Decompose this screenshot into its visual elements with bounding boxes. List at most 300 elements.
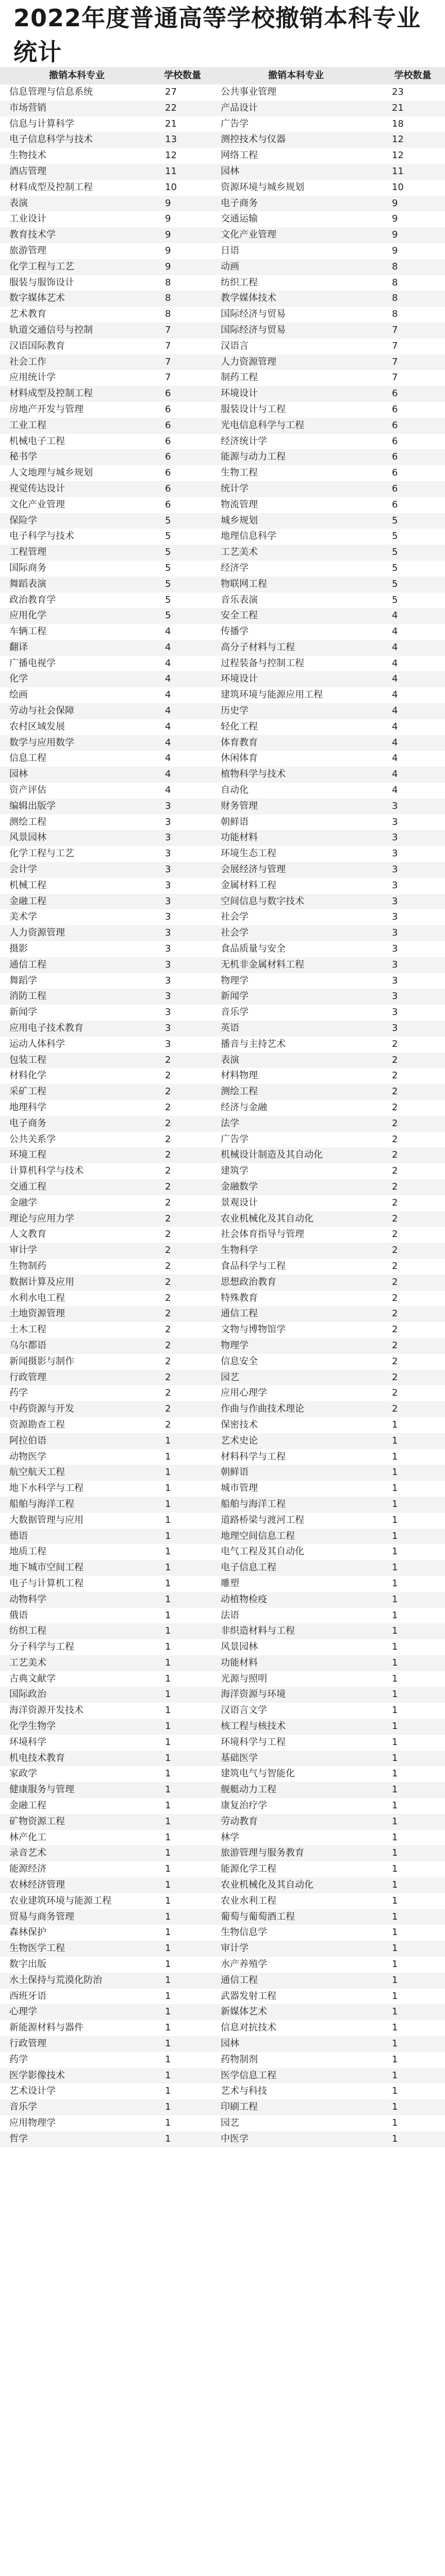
cell-count-left: 3 (165, 879, 171, 891)
cell-major-left: 新闻学 (9, 1007, 37, 1018)
table-row (0, 703, 445, 719)
cell-major-right: 特殊教育 (221, 1292, 258, 1303)
table-row (0, 1179, 445, 1195)
cell-major-left: 录音艺术 (0, 1845, 144, 1861)
cell-major-left: 农村区域发展 (9, 721, 65, 732)
cell-count-right: 1 (392, 1673, 398, 1684)
cell-major-right: 经济统计学 (221, 435, 267, 447)
table-row (0, 1576, 445, 1592)
cell-major-left: 药学 (9, 2054, 28, 2065)
cell-count-right: 6 (392, 435, 398, 447)
cell-major-right: 园艺 (221, 2117, 239, 2128)
cell-major-left: 艺术教育 (9, 309, 46, 320)
cell-count-right: 1 (392, 2054, 398, 2065)
cell-count-left: 7 (165, 372, 171, 383)
cell-count-right: 4 (392, 689, 398, 701)
cell-major-right: 植物科学与技术 (211, 767, 371, 783)
cell-count-right: 9 (392, 213, 398, 225)
table-row (0, 1433, 445, 1449)
table-row (0, 925, 445, 941)
cell-major-right: 园艺 (211, 1370, 371, 1386)
table-row (0, 513, 445, 529)
cell-major-right: 建筑学 (221, 1165, 249, 1177)
table-row (0, 1147, 445, 1163)
table-row (0, 243, 445, 259)
cell-count-right: 9 (371, 196, 445, 212)
cell-count-right: 4 (371, 671, 445, 687)
table-row (0, 1259, 445, 1275)
cell-count-left: 4 (165, 753, 171, 764)
cell-major-right: 日语 (221, 245, 239, 256)
cell-major-right: 海洋资源与环境 (211, 1687, 371, 1703)
cell-major-left: 公共关系学 (9, 1133, 56, 1145)
cell-count-right: 1 (371, 2036, 445, 2052)
cell-count-left: 11 (144, 164, 211, 180)
cell-major-right: 国际经济与贸易 (221, 309, 286, 320)
table-header-row (0, 67, 445, 84)
table-row (0, 909, 445, 925)
cell-count-right: 4 (371, 608, 445, 624)
cell-count-right: 2 (392, 1102, 398, 1113)
cell-major-left: 地下城市空间工程 (0, 1560, 144, 1576)
cell-count-left: 7 (144, 323, 211, 338)
cell-major-left: 应用电子技术教育 (0, 1021, 144, 1037)
header-count-left: 学校数量 (144, 67, 211, 84)
page-title: 2022年度普通高等学校撤销本科专业统计 (13, 4, 421, 66)
table-row (0, 1243, 445, 1259)
cell-count-right: 3 (371, 957, 445, 973)
cell-count-right: 5 (392, 562, 398, 573)
table-row (0, 227, 445, 243)
cell-major-right: 过程装备与控制工程 (221, 657, 304, 669)
cell-major-left: 心理学 (0, 2004, 144, 2020)
cell-major-right: 电子商务 (211, 196, 371, 212)
cell-major-right: 核工程与核技术 (211, 1719, 371, 1735)
cell-major-right: 食品科学与工程 (221, 1260, 286, 1272)
table-row (0, 497, 445, 513)
table-row (0, 1116, 445, 1132)
cell-major-left: 能源经济 (9, 1863, 46, 1875)
cell-count-right: 2 (392, 1165, 398, 1177)
cell-count-right: 23 (392, 87, 404, 97)
cell-major-right: 经济与金融 (221, 1102, 267, 1113)
cell-major-right: 信息安全 (221, 1355, 258, 1367)
cell-count-right: 4 (392, 785, 398, 796)
cell-major-left: 行政管理 (0, 2036, 144, 2052)
cell-major-right: 动画 (211, 259, 371, 275)
table-body (0, 84, 445, 2147)
cell-count-left: 1 (144, 1845, 211, 1861)
cell-major-left: 美术学 (9, 911, 37, 923)
cell-count-left: 9 (144, 227, 211, 243)
table-row (0, 2052, 445, 2068)
cell-major-left: 理论与应用力学 (0, 1211, 144, 1227)
table-row (0, 1211, 445, 1227)
cell-count-left: 4 (144, 671, 211, 687)
table-row (0, 1322, 445, 1338)
cell-major-right: 测控技术与仪器 (211, 132, 371, 148)
table-row (0, 1814, 445, 1830)
cell-count-left: 2 (165, 1355, 171, 1367)
cell-major-left: 船舶与海洋工程 (0, 1497, 144, 1513)
cell-count-right: 8 (371, 259, 445, 275)
cell-major-right: 会展经济与管理 (211, 862, 371, 878)
cell-count-right: 6 (392, 403, 398, 415)
cell-major-right: 物理学 (211, 1338, 371, 1354)
cell-count-right: 2 (371, 1116, 445, 1132)
cell-major-left: 信息与计算科学 (9, 118, 74, 129)
cell-count-right: 8 (392, 277, 398, 288)
cell-major-left: 消防工程 (0, 989, 144, 1005)
cell-count-left: 2 (144, 1401, 211, 1417)
cell-major-right: 新媒体艺术 (211, 2004, 371, 2020)
cell-major-right: 交通运输 (221, 213, 258, 225)
cell-count-right: 3 (371, 1021, 445, 1037)
table-row (0, 1909, 445, 1925)
cell-count-left: 1 (144, 2068, 211, 2084)
cell-count-left: 1 (144, 1973, 211, 1989)
table-row (0, 1100, 445, 1116)
cell-count-right: 1 (371, 2131, 445, 2147)
table-row (0, 1465, 445, 1481)
cell-major-right: 功能材料 (211, 830, 371, 846)
cell-count-right: 2 (392, 1292, 398, 1303)
cell-major-right: 法语 (221, 1609, 239, 1621)
cell-major-right: 产品设计 (211, 100, 371, 116)
cell-count-left: 1 (144, 1623, 211, 1639)
cell-count-right: 2 (371, 1179, 445, 1195)
cell-count-right: 7 (371, 323, 445, 338)
cell-major-left: 生物制药 (9, 1260, 46, 1272)
cell-count-right: 1 (392, 1927, 398, 1938)
cell-major-left: 电子商务 (0, 1116, 144, 1132)
cell-major-right: 体育教育 (211, 735, 371, 751)
table-row (0, 1893, 445, 1909)
cell-count-left: 1 (165, 1609, 171, 1621)
cell-major-right: 表演 (211, 1053, 371, 1069)
cell-major-right: 基础医学 (211, 1751, 371, 1767)
cell-major-right: 教学媒体技术 (211, 291, 371, 307)
cell-count-right: 5 (371, 545, 445, 561)
cell-count-left: 1 (165, 1832, 171, 1843)
table-row (0, 608, 445, 624)
cell-major-right: 水产养殖学 (221, 1959, 267, 1970)
table-row (0, 1655, 445, 1671)
cell-count-left: 27 (165, 87, 177, 97)
cell-count-right: 1 (392, 1419, 398, 1430)
cell-count-right: 1 (392, 1832, 398, 1843)
table-row (0, 211, 445, 227)
cell-count-right: 2 (392, 1260, 398, 1272)
cell-count-right: 2 (371, 1084, 445, 1100)
table-row (0, 1703, 445, 1719)
cell-count-left: 3 (165, 975, 171, 986)
cell-count-right: 6 (392, 467, 398, 479)
cell-count-left: 3 (144, 989, 211, 1005)
table-row (0, 545, 445, 561)
table-row (0, 1227, 445, 1243)
cell-major-left: 通信工程 (0, 957, 144, 973)
cell-count-right: 1 (371, 1941, 445, 1957)
cell-major-left: 信息管理与信息系统 (9, 87, 93, 97)
cell-count-left: 5 (144, 608, 211, 624)
cell-count-right: 4 (371, 703, 445, 719)
table-row (0, 1830, 445, 1846)
cell-major-right: 药物制剂 (221, 2054, 258, 2065)
cell-major-left: 服装与服饰设计 (9, 277, 74, 288)
cell-count-right: 3 (371, 925, 445, 941)
cell-count-left: 2 (144, 1338, 211, 1354)
cell-major-left: 工业设计 (9, 213, 46, 225)
cell-major-right: 葡萄与葡萄酒工程 (211, 1909, 371, 1925)
table-row (0, 275, 445, 291)
cell-count-left: 6 (165, 499, 171, 510)
cell-major-right: 动植物检疫 (211, 1592, 371, 1608)
cell-major-right: 无机非金属材料工程 (211, 957, 371, 973)
cell-count-left: 5 (144, 545, 211, 561)
cell-major-right: 资源环境与城乡规划 (221, 181, 304, 193)
table-row (0, 656, 445, 672)
cell-count-left: 12 (165, 150, 177, 161)
cell-major-right: 材料物理 (221, 1070, 258, 1081)
cell-major-left: 德语 (0, 1529, 144, 1545)
cell-count-right: 1 (371, 1529, 445, 1545)
table-row (0, 2131, 445, 2147)
cell-count-left: 5 (144, 513, 211, 529)
cell-major-right: 国际经济与贸易 (211, 323, 371, 338)
cell-major-left: 药学 (9, 1387, 28, 1399)
cell-major-left: 劳动与社会保障 (0, 703, 144, 719)
cell-major-left: 应用物理学 (9, 2117, 56, 2128)
cell-count-right: 2 (392, 1133, 398, 1145)
cell-major-right: 网络工程 (221, 150, 258, 161)
table-row (0, 402, 445, 418)
cell-major-right: 空间信息与数字技术 (211, 894, 371, 910)
cell-count-left: 3 (144, 925, 211, 941)
cell-major-right: 非织造材料与工程 (211, 1623, 371, 1639)
cell-major-left: 农林经济管理 (0, 1877, 144, 1893)
cell-major-right: 环境科学与工程 (221, 1736, 286, 1748)
cell-count-left: 2 (165, 1133, 171, 1145)
cell-count-left: 2 (165, 1260, 171, 1272)
cell-major-right: 中医学 (211, 2131, 371, 2147)
cell-count-right: 4 (392, 657, 398, 669)
cell-count-right: 1 (371, 1909, 445, 1925)
cell-count-left: 7 (165, 340, 171, 351)
cell-major-left: 人文地理与城乡规划 (9, 467, 93, 479)
cell-major-left: 测绘工程 (9, 816, 46, 827)
cell-count-right: 4 (371, 767, 445, 783)
table-row (0, 1291, 445, 1307)
cell-count-left: 1 (165, 2054, 171, 2065)
cell-major-right: 制药工程 (221, 372, 258, 383)
cell-count-right: 1 (371, 1719, 445, 1735)
table-row (0, 465, 445, 481)
cell-count-left: 1 (144, 1941, 211, 1957)
cell-count-right: 1 (392, 1483, 398, 1494)
cell-major-left: 新能源材料与器件 (9, 2022, 84, 2033)
table-row (0, 2036, 445, 2052)
cell-major-left: 大数据管理与应用 (9, 1514, 84, 1526)
cell-major-left: 家政学 (9, 1768, 37, 1780)
cell-count-right: 3 (392, 911, 398, 923)
cell-count-left: 1 (144, 1465, 211, 1481)
cell-count-left: 4 (165, 721, 171, 732)
cell-count-right: 6 (371, 481, 445, 497)
cell-count-right: 1 (392, 1578, 398, 1589)
cell-major-left: 生物技术 (9, 150, 46, 161)
table-row (0, 815, 445, 831)
cell-major-right: 社会学 (211, 925, 371, 941)
table-row (0, 1735, 445, 1751)
cell-count-left: 1 (144, 2099, 211, 2115)
cell-major-right: 汉语言 (221, 340, 249, 351)
cell-major-left: 水土保持与荒漠化防治 (0, 1973, 144, 1989)
cell-major-right: 朝鲜语 (221, 816, 249, 827)
table-row (0, 878, 445, 894)
cell-major-right: 通信工程 (211, 1306, 371, 1322)
cell-major-right: 农业机械化及其自动化 (211, 1211, 371, 1227)
table-row (0, 1338, 445, 1354)
table-row (0, 386, 445, 402)
table-row (0, 1021, 445, 1037)
table-row (0, 529, 445, 545)
cell-count-right: 2 (371, 1275, 445, 1291)
cell-major-right: 金融数学 (211, 1179, 371, 1195)
cell-major-left: 数字媒体艺术 (0, 291, 144, 307)
table-row (0, 1989, 445, 2005)
cell-count-left: 1 (165, 1641, 171, 1653)
cell-count-left: 9 (144, 259, 211, 275)
table-row (0, 2115, 445, 2131)
cell-major-right: 印刷工程 (211, 2099, 371, 2115)
cell-count-left: 2 (144, 1370, 211, 1386)
cell-count-right: 18 (392, 118, 404, 129)
table-row (0, 1053, 445, 1069)
table-row (0, 291, 445, 307)
cell-major-left: 车辆工程 (9, 626, 46, 637)
cell-count-left: 2 (144, 1275, 211, 1291)
cell-count-left: 1 (165, 1863, 171, 1875)
cell-count-left: 22 (144, 100, 211, 116)
cell-count-left: 6 (165, 467, 171, 479)
table-row (0, 719, 445, 735)
cell-major-left: 健康服务与管理 (0, 1782, 144, 1798)
cell-major-left: 信息工程 (9, 753, 46, 764)
cell-count-left: 2 (165, 1102, 171, 1113)
cell-major-left: 会计学 (0, 862, 144, 878)
cell-count-left: 3 (165, 911, 171, 923)
cell-count-right: 2 (392, 1229, 398, 1240)
cell-major-left: 数学与应用数学 (0, 735, 144, 751)
cell-count-left: 7 (144, 354, 211, 370)
cell-major-right: 艺术与科技 (221, 2086, 267, 2097)
cell-major-left: 工程管理 (0, 545, 144, 561)
table-row (0, 164, 445, 180)
cell-count-right: 12 (371, 132, 445, 148)
cell-count-left: 3 (144, 1021, 211, 1037)
cell-count-left: 1 (144, 1655, 211, 1671)
cell-major-left: 土木工程 (9, 1324, 46, 1335)
cell-count-right: 1 (392, 1705, 398, 1716)
cell-count-right: 9 (371, 227, 445, 243)
cell-count-left: 1 (144, 1560, 211, 1576)
cell-count-left: 1 (144, 1497, 211, 1513)
cell-count-right: 1 (371, 1560, 445, 1576)
table-row (0, 307, 445, 323)
cell-count-right: 3 (371, 894, 445, 910)
cell-major-right: 食品质量与安全 (221, 943, 286, 955)
cell-major-left: 人力资源管理 (0, 925, 144, 941)
cell-count-right: 1 (371, 1497, 445, 1513)
cell-major-left: 应用统计学 (9, 372, 56, 383)
table-row (0, 1529, 445, 1545)
table-row (0, 1544, 445, 1560)
cell-major-right: 音乐学 (221, 1007, 249, 1018)
cell-major-left: 地理科学 (9, 1102, 46, 1113)
cell-major-right: 新闻学 (211, 989, 371, 1005)
cell-count-right: 3 (371, 830, 445, 846)
cell-count-left: 1 (144, 1529, 211, 1545)
cell-major-left: 酒店管理 (0, 164, 144, 180)
cell-count-right: 1 (371, 2099, 445, 2115)
cell-count-right: 2 (392, 1038, 398, 1049)
table-row (0, 1845, 445, 1861)
cell-major-right: 广告学 (221, 1133, 249, 1145)
cell-count-left: 1 (144, 1719, 211, 1735)
cell-major-left: 金融工程 (9, 1800, 46, 1811)
cell-count-left: 9 (165, 245, 171, 256)
cell-count-left: 4 (144, 640, 211, 656)
table-row (0, 1941, 445, 1957)
cell-major-left: 生物医学工程 (0, 1941, 144, 1957)
cell-count-right: 7 (392, 340, 398, 351)
cell-count-left: 3 (144, 799, 211, 815)
table-row (0, 1306, 445, 1322)
cell-major-left: 舞蹈表演 (0, 577, 144, 592)
cell-count-right: 1 (392, 1863, 398, 1875)
cell-count-left: 2 (165, 1197, 171, 1208)
cell-count-left: 1 (165, 1705, 171, 1716)
cell-major-left: 地下水科学与工程 (9, 1483, 84, 1494)
cell-major-left: 金融工程 (0, 894, 144, 910)
cell-major-left: 教育技术学 (0, 227, 144, 243)
cell-major-left: 计算机科学与技术 (9, 1165, 84, 1177)
table-row (0, 1782, 445, 1798)
cell-major-right: 景观设计 (221, 1197, 258, 1208)
cell-major-left: 农业建筑环境与能源工程 (9, 1895, 111, 1906)
table-row (0, 1401, 445, 1417)
cell-major-right: 统计学 (211, 481, 371, 497)
table-row (0, 418, 445, 434)
cell-count-right: 8 (371, 291, 445, 307)
cell-count-right: 2 (392, 1070, 398, 1081)
cell-count-right: 21 (371, 100, 445, 116)
cell-major-right: 功能材料 (211, 1655, 371, 1671)
table-row (0, 1671, 445, 1687)
cell-major-left: 西班牙语 (9, 1990, 46, 2002)
cell-count-right: 1 (392, 1514, 398, 1526)
cell-major-right: 环境设计 (211, 386, 371, 402)
cell-major-left: 视觉传达设计 (0, 481, 144, 497)
cell-count-right: 1 (392, 1546, 398, 1557)
cell-major-left: 社会工作 (0, 354, 144, 370)
cell-count-left: 3 (144, 830, 211, 846)
table-row (0, 1560, 445, 1576)
cell-count-right: 8 (392, 309, 398, 320)
cell-major-left: 摄影 (9, 943, 28, 955)
cell-count-left: 4 (144, 703, 211, 719)
